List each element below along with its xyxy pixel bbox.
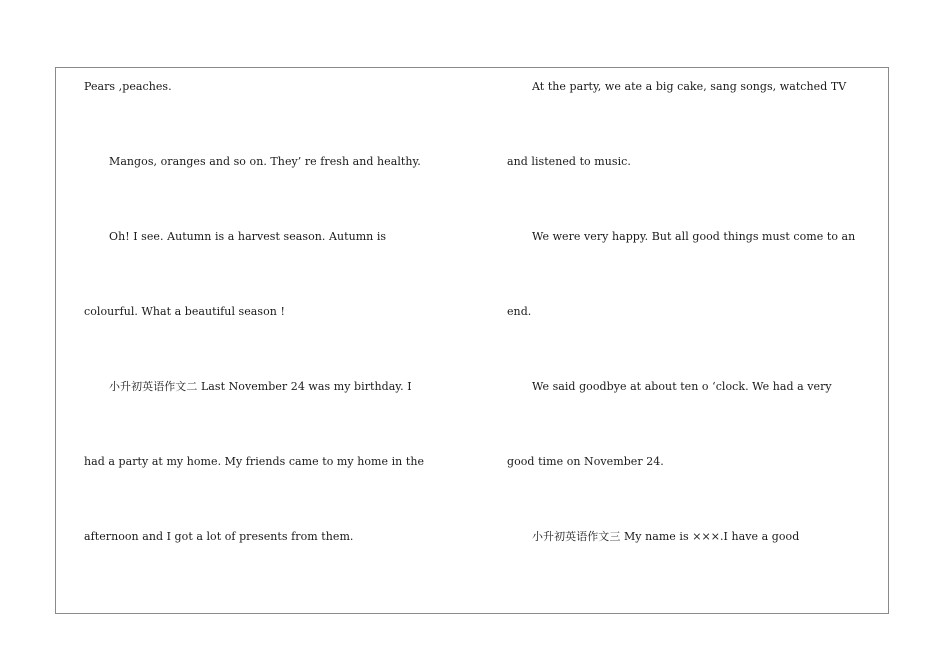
right-line-7: 小升初英语作文三 My name is ×××.I have a good [532,530,800,543]
left-line-3: Oh! I see. Autumn is a harvest season. Autumn is [109,230,387,243]
right-line-2: and listened to music. [507,155,631,168]
left-line-1: Pears ,peaches. [84,80,172,93]
left-line-5: 小升初英语作文二 Last November 24 was my birthday. I [109,380,412,393]
right-line-4: end. [507,305,532,318]
right-line-5: We said goodbye at about ten o ‘clock. We had a very [532,380,832,393]
right-line-3: We were very happy. But all good things must come to an [532,230,856,243]
left-line-2: Mangos, oranges and so on. They’ re fresh and healthy. [109,155,421,168]
right-line-6: good time on November 24. [507,455,664,468]
left-line-7: afternoon and I got a lot of presents from them. [84,530,354,543]
left-line-6: had a party at my home. My friends came to my home in the [84,455,425,468]
right-line-1: At the party, we ate a big cake, sang songs, watched TV [532,80,847,93]
left-line-4: colourful. What a beautiful season ! [84,305,285,318]
